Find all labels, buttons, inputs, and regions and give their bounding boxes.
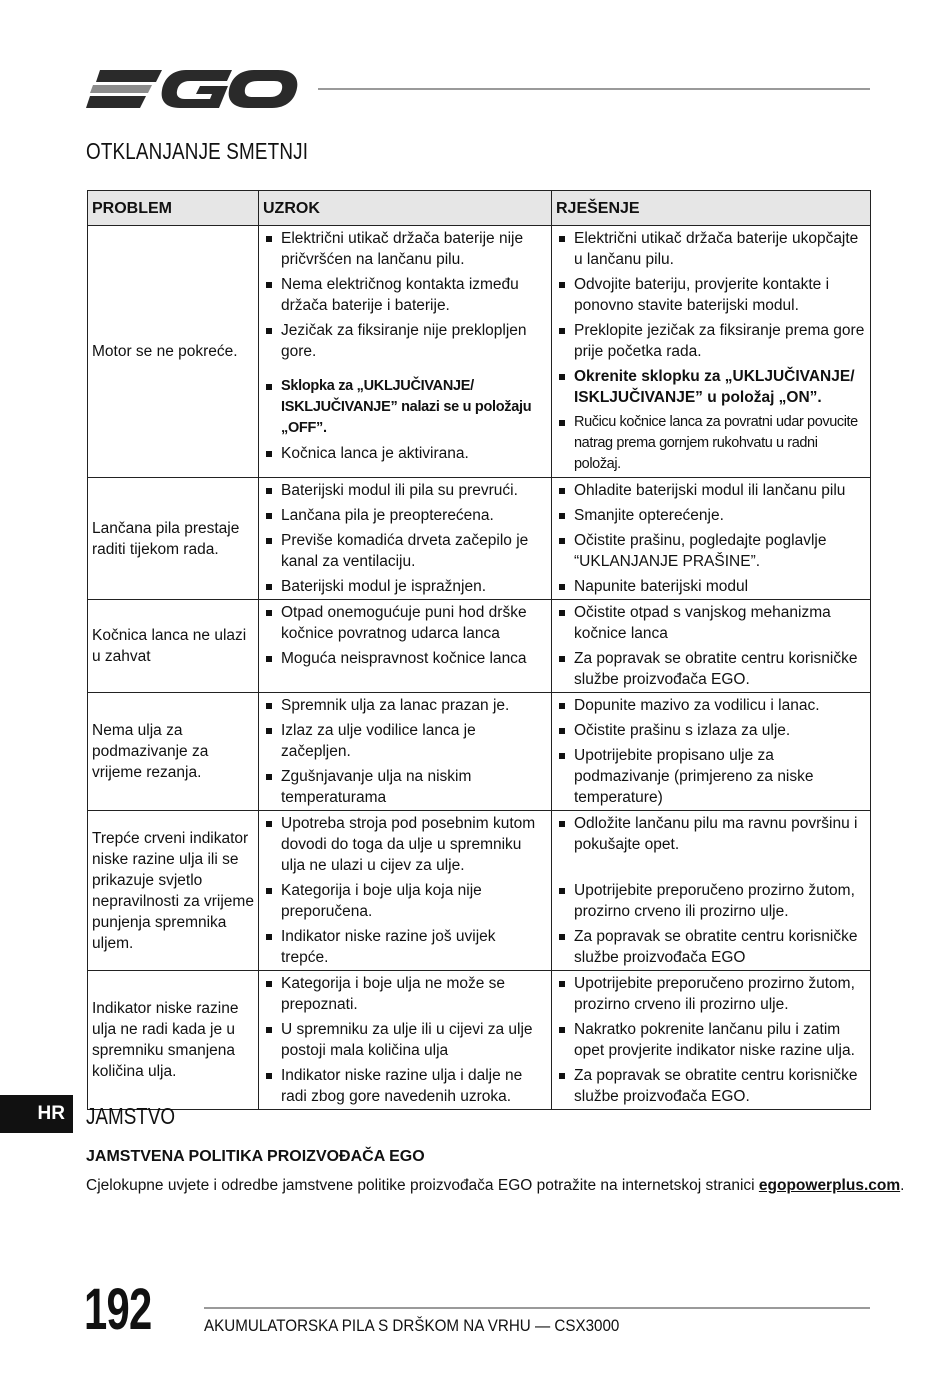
policy-text-after-link: . xyxy=(900,1177,905,1194)
cause-cell xyxy=(259,600,552,693)
troubleshooting-table xyxy=(87,190,871,1110)
cause-item: Upotreba stroja pod posebnim kutom dovodi do toga da ulje u spremniku ulja ne ulazi u cijev za ulje. xyxy=(265,813,547,876)
warranty-title: JAMSTVO xyxy=(86,1103,176,1129)
solution-item: Očistite prašinu, pogledajte poglavlje “UKLANJANJE PRAŠINE”. xyxy=(558,530,866,572)
solution-cell xyxy=(552,693,871,811)
solution-item: Nakratko pokrenite lančanu pilu i zatim opet provjerite indikator niske razine ulja. xyxy=(558,1019,866,1061)
solution-item: Odvojite bateriju, provjerite kontakte i ponovno stavite baterijski modul. xyxy=(558,274,866,316)
cause-item: Moguća neispravnost kočnice lanca xyxy=(265,648,547,669)
header-rule xyxy=(318,88,870,90)
cause-cell xyxy=(259,971,552,1110)
cause-item: Otpad onemogućuje puni hod drške kočnice povratnog udarca lanca xyxy=(265,602,547,644)
solution-cell xyxy=(552,971,871,1110)
table-row xyxy=(88,226,871,478)
solution-cell xyxy=(552,478,871,600)
cause-item: Kočnica lanca je aktivirana. xyxy=(265,443,547,464)
section-title: OTKLANJANJE SMETNJI xyxy=(86,138,309,164)
solution-cell xyxy=(552,226,871,478)
cause-item: Indikator niske razine ulja i dalje ne radi zbog gore navedenih uzroka. xyxy=(265,1065,547,1107)
page-number: 192 xyxy=(84,1277,152,1342)
solution-item: Ohladite baterijski modul ili lančanu pilu xyxy=(558,480,866,501)
cause-item: Baterijski modul je ispražnjen. xyxy=(265,576,547,597)
table-row xyxy=(88,971,871,1110)
cause-cell xyxy=(259,478,552,600)
solution-item: Očistite prašinu s izlaza za ulje. xyxy=(558,720,866,741)
warranty-policy-text xyxy=(86,1177,904,1195)
logo-e xyxy=(86,70,162,108)
table-header-row xyxy=(88,191,871,226)
problem-cell: Nema ulja za podmazivanje za vrijeme rezanja. xyxy=(88,693,259,811)
cause-item: Previše komadića drveta začepilo je kanal za ventilaciju. xyxy=(265,530,547,572)
solution-item: Okrenite sklopku za „UKLJUČIVANJE/ ISKLJUČIVANJE” u položaj „ON”. xyxy=(558,366,866,408)
solution-cell xyxy=(552,811,871,971)
solution-item: Za popravak se obratite centru korisničke službe proizvođača EGO xyxy=(558,926,866,968)
cause-item: U spremniku za ulje ili u cijevi za ulje postoji mala količina ulja xyxy=(265,1019,547,1061)
problem-cell: Motor se ne pokreće. xyxy=(88,226,259,478)
header-cause: UZROK xyxy=(259,191,552,226)
cause-cell xyxy=(259,226,552,478)
cause-cell xyxy=(259,693,552,811)
solution-item: Upotrijebite preporučeno prozirno žutom, prozirno crveno ili prozirno ulje. xyxy=(558,880,866,922)
solution-item: Očistite otpad s vanjskog mehanizma kočnice lanca xyxy=(558,602,866,644)
website-link[interactable]: egopowerplus.com xyxy=(758,1177,901,1194)
cause-item: Nema električnog kontakta između držača baterije i baterije. xyxy=(265,274,547,316)
cause-item: Kategorija i boje ulja ne može se prepoznati. xyxy=(265,973,547,1015)
solution-item: Ručicu kočnice lanca za povratni udar povucite natrag prema gornjem rukohvatu u radni položaj. xyxy=(558,412,866,475)
warranty-policy-heading: JAMSTVENA POLITIKA PROIZVOĐAČA EGO xyxy=(86,1148,425,1165)
cause-cell xyxy=(259,811,552,971)
table-row xyxy=(88,811,871,971)
language-tab: HR xyxy=(0,1095,73,1133)
solution-item: Dopunite mazivo za vodilicu i lanac. xyxy=(558,695,866,716)
solution-item: Napunite baterijski modul xyxy=(558,576,866,597)
footer-rule xyxy=(204,1307,870,1309)
solution-item: Upotrijebite preporučeno prozirno žutom, prozirno crveno ili prozirno ulje. xyxy=(558,973,866,1015)
cause-item: Kategorija i boje ulja koja nije preporučena. xyxy=(265,880,547,922)
solution-item: Smanjite opterećenje. xyxy=(558,505,866,526)
solution-item: Za popravak se obratite centru korisničke službe proizvođača EGO. xyxy=(558,1065,866,1107)
solution-item: Preklopite jezičak za fiksiranje prema gore prije početka rada. xyxy=(558,320,866,362)
footer-product-title: AKUMULATORSKA PILA S DRŠKOM NA VRHU — CSX3000 xyxy=(204,1317,620,1335)
solution-item: Upotrijebite propisano ulje za podmazivanje (primjereno za niske temperature) xyxy=(558,745,866,808)
cause-item: Izlaz za ulje vodilice lanca je začepljen. xyxy=(265,720,547,762)
cause-item: Lančana pila je preopterećena. xyxy=(265,505,547,526)
solution-item: Električni utikač držača baterije ukopčajte u lančanu pilu. xyxy=(558,228,866,270)
header-solution: RJEŠENJE xyxy=(552,191,871,226)
cause-item: Električni utikač držača baterije nije pričvršćen na lančanu pilu. xyxy=(265,228,547,270)
logo-o xyxy=(229,70,298,108)
cause-item: Spremnik ulja za lanac prazan je. xyxy=(265,695,547,716)
solution-cell xyxy=(552,600,871,693)
policy-text-before-link: Cjelokupne uvjete i odredbe jamstvene politike proizvođača EGO potražite na internetskoj stranici xyxy=(86,1177,759,1194)
solution-item: Za popravak se obratite centru korisničke službe proizvođača EGO. xyxy=(558,648,866,690)
problem-cell: Lančana pila prestaje raditi tijekom rada. xyxy=(88,478,259,600)
logo-g xyxy=(162,70,232,108)
problem-cell: Kočnica lanca ne ulazi u zahvat xyxy=(88,600,259,693)
header-problem: PROBLEM xyxy=(88,191,259,226)
table-row xyxy=(88,478,871,600)
problem-cell: Trepće crveni indikator niske razine ulja ili se prikazuje svjetlo nepravilnosti za vrijeme punjenja spremnika uljem. xyxy=(88,811,259,971)
cause-item: Zgušnjavanje ulja na niskim temperaturama xyxy=(265,766,547,808)
table-row xyxy=(88,693,871,811)
cause-item: Sklopka za „UKLJUČIVANJE/ ISKLJUČIVANJE” nalazi se u položaju „OFF”. xyxy=(265,376,547,439)
cause-item: Indikator niske razine još uvijek trepće. xyxy=(265,926,547,968)
table-row xyxy=(88,600,871,693)
problem-cell: Indikator niske razine ulja ne radi kada je u spremniku smanjena količina ulja. xyxy=(88,971,259,1110)
ego-logo xyxy=(86,64,298,114)
solution-item: Odložite lančanu pilu ma ravnu površinu i pokušajte opet. xyxy=(558,813,866,855)
cause-item: Jezičak za fiksiranje nije preklopljen gore. xyxy=(265,320,547,362)
cause-item: Baterijski modul ili pila su prevrući. xyxy=(265,480,547,501)
